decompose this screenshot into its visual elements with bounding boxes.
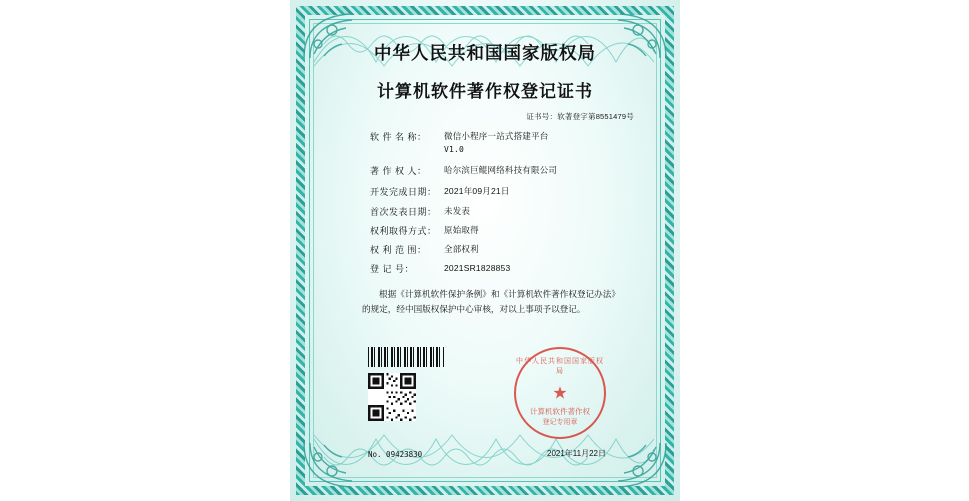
field-value [444,165,557,176]
field-development-date [370,186,650,198]
field-registration-number [370,263,650,275]
field-value-text: 哈尔滨巨鲲网络科技有限公司 [444,165,558,176]
field-label: 权利取得方式： [370,225,437,236]
barcode [368,347,444,367]
certificate-footer [320,345,650,465]
field-label: 开发完成日期： [370,187,437,198]
field-label: 软 件 名 称： [370,132,427,142]
field-label: 首次发表日期： [370,206,437,217]
certificate-title: 计算机软件著作权登记证书 [377,82,593,102]
field-value [444,244,479,255]
field-label: 登 记 号： [370,263,415,274]
certificate-content [320,26,650,475]
issuer-title: 中华人民共和国国家版权局 [374,44,596,64]
field-value-text: 2021SR1828853 [444,262,511,273]
serial-number: No. 09423830 [368,450,423,459]
seal-line-2: 登记专用章 [542,418,578,426]
seal-star-icon: ★ [552,383,568,403]
field-rights-scope [370,244,650,256]
field-list [320,131,650,275]
certificate-number: 证书号：软著登字第8551479号 [526,112,634,121]
seal-arc-text: 中华人民共和国国家版权局 [516,357,604,375]
field-version: V1.0 [444,145,465,155]
field-value-text: 原始取得 [444,224,479,235]
field-value [444,263,510,274]
field-value-text: 未发表 [444,205,471,216]
field-rights-acquisition [370,225,650,237]
field-value [444,206,470,217]
field-value [444,225,479,236]
seal-line-1: 计算机软件著作权 [530,407,590,416]
official-seal [514,347,606,439]
certificate-sheet [290,0,680,501]
field-software-name [370,131,650,156]
field-value [444,186,510,197]
legal-statement: 根据《计算机软件保护条例》和《计算机软件著作权登记办法》的规定，经中国版权保护中心审核，对以上事项予以登记。 [362,289,620,315]
field-label: 权 利 范 围： [370,244,427,255]
field-first-publish-date [370,206,650,218]
field-value-text: 微信小程序一站式搭建平台 [444,131,549,141]
qr-code [368,373,416,421]
issue-date: 2021年11月22日 [547,449,606,458]
field-value-text: 2021年09月21日 [444,186,510,197]
field-label: 著 作 权 人： [370,166,427,177]
field-copyright-owner [370,165,650,177]
field-value [444,131,548,156]
field-value-text: 全部权利 [444,243,479,254]
